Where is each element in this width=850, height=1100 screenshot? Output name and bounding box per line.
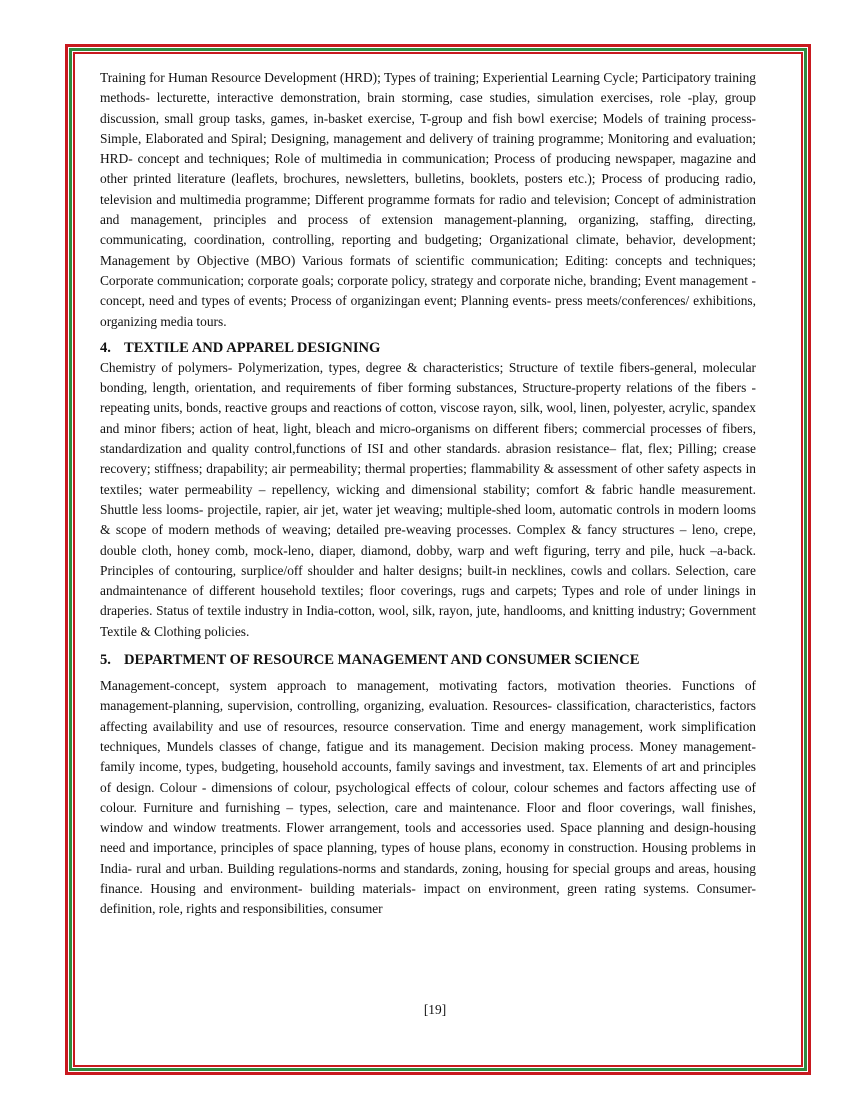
section-body-textile: Chemistry of polymers- Polymerization, types, degree & characteristics; Structure of textile fibers-general, molecular bonding, length, orientation, and requirements of fiber forming substances, Structure-property relations of the fibers - repeating units, bonds, reactive groups and reactions of cotton, viscose rayon, silk, wool, linen, polyester, acrylic, spandex and minor fibers; action of heat, light, bleach and micro-organisms on different fibers; commercial processes of fibers, standardization and quality control,functions of ISI and other standards. abrasion resistance– flat, flex; Pilling; crease recovery; stiffness; drapability; air permeability; thermal properties; flammability & assessment of other safety aspects in textiles; water permeability – repellency, wicking and dimensional stability; comfort & fabric handle measurement. Shuttle less looms- projectile, rapier, air jet, water jet weaving; multiple-shed loom, automatic controls in modern looms & scope of modern methods of weaving; detailed pre-weaving processes. Complex & fancy structures – leno, crepe, double cloth, honey comb, mock-leno, diaper, diamond, dobby, warp and weft figuring, terry and pile, huck –a-back. Principles of contouring, surplice/off shoulder and halter designs; built-in necklines, cowls and collars. Selection, care andmaintenance of different household textiles; floor coverings, rugs and carpets; Types and role of under linings in draperies. Status of textile industry in India-cotton, wool, silk, rayon, jute, handlooms, and knitting industry; Government Textile & Clothing policies. [100, 359, 756, 639]
section-heading-textile [100, 338, 756, 358]
section-body-resource-management: Management-concept, system approach to management, motivating factors, motivation theories. Functions of management-planning, supervision, controlling, organizing, evaluation. Resources- classification, characteristics, factors affecting availability and use of resources, resource conservation. Time and energy management, work simplification techniques, Mundels classes of change, fatigue and its management. Decision making process. Money management-family income, types, budgeting, household accounts, family savings and investment, tax. Elements of art and principles of design. Colour - dimensions of colour, psychological effects of colour, colour schemes and factors affecting use of colour. Furniture and furnishing – types, selection, care and maintenance. Floor and floor coverings, wall finishes, window and window treatments. Flower arrangement, tools and accessories used. Space planning and design-housing need and importance, principles of space planning, types of house plans, economy in construction. Housing problems in India- rural and urban. Building regulations-norms and standards, zoning, housing for special groups and areas, housing finance. Housing and environment- building materials- impact on environment, green rating systems. Consumer-definition, role, rights and responsibilities, consumer [100, 678, 756, 917]
section-number: 4. [100, 339, 111, 356]
section-heading-resource-management [100, 650, 756, 670]
section-number: 5. [100, 652, 111, 669]
intro-paragraph: Training for Human Resource Development (HRD); Types of training; Experiential Learning Cycle; Participatory training methods- lecturette, interactive demonstration, brain storming, case studies, simulation exercises, role -play, group discussion, small group tasks, games, in-basket exercise, T-group and fish bowl exercise; Models of training process- Simple, Elaborated and Spiral; Designing, management and delivery of training programme; Monitoring and evaluation; HRD- concept and techniques; Role of multimedia in communication; Process of producing newspaper, magazine and other printed literature (leaflets, brochures, newsletters, bulletins, booklets, posters etc.); Process of producing radio, television and multimedia programme; Different programme formats for radio and television; Concept of administration and management, principles and process of extension management-planning, organizing, staffing, directing, communicating, coordination, controlling, reporting and budgeting; Organizational climate, behavior, development; Management by Objective (MBO) Various formats of scientific communication; Editing: concepts and techniques; Corporate communication; corporate goals; corporate policy, strategy and corporate niche, branding; Event management - concept, need and types of events; Process of organizingan event; Planning events- press meets/conferences/ exhibitions, organizing media tours. [100, 70, 756, 329]
section-title: TEXTILE AND APPAREL DESIGNING [124, 339, 381, 356]
page-number: [19] [423, 1002, 447, 1017]
page-content [100, 68, 756, 920]
section-title: DEPARTMENT OF RESOURCE MANAGEMENT AND CONSUMER SCIENCE [124, 652, 640, 669]
